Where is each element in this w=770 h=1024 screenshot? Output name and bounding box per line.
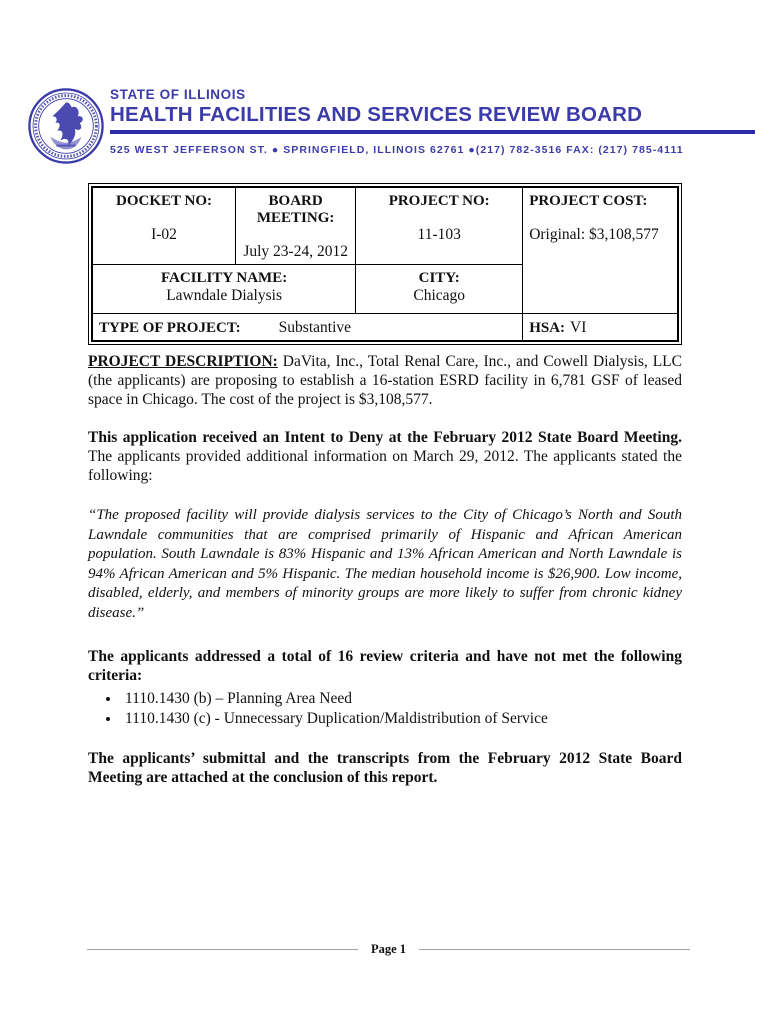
criteria-list: [88, 689, 682, 728]
city-label: CITY:: [418, 270, 460, 286]
project-no-cell: [356, 187, 523, 265]
city-value: Chicago: [413, 287, 466, 304]
criteria-item: • 1110.1430 (b) – Planning Area Need: [121, 689, 682, 708]
board-meeting-label: BOARD MEETING:: [256, 193, 335, 226]
docket-cell: [92, 187, 236, 265]
header-rule: [110, 130, 755, 134]
board-meeting-value: July 23-24, 2012: [243, 243, 348, 260]
criteria-intro-paragraph: The applicants addressed a total of 16 review criteria and have not met the following criteria:: [88, 648, 682, 684]
docket-value: I-02: [151, 226, 177, 243]
project-summary-table: [91, 186, 679, 342]
project-type-label: TYPE OF PROJECT:: [99, 320, 241, 336]
project-cost-cell: [523, 187, 678, 314]
facility-cell: [92, 265, 356, 314]
footer-line-right: [419, 949, 690, 950]
table-row: [92, 314, 678, 342]
facility-label: FACILITY NAME:: [160, 270, 288, 286]
page-number: Page 1: [370, 942, 407, 956]
project-cost-value: Original: $3,108,577: [529, 226, 659, 243]
project-cost-label: PROJECT COST:: [529, 193, 648, 209]
project-description-label: PROJECT DESCRIPTION:: [88, 353, 278, 370]
illinois-state-seal-icon: [27, 86, 105, 166]
facility-value: Lawndale Dialysis: [166, 287, 282, 304]
document-body: [88, 183, 682, 787]
state-line: STATE OF ILLINOIS: [110, 87, 246, 102]
hsa-value: VI: [570, 319, 587, 336]
project-no-value: 11-103: [417, 226, 461, 243]
closing-paragraph: The applicants’ submittal and the transcripts from the February 2012 State Board Meeting are attached at the conclusion of this report.: [88, 750, 682, 786]
applicants-quote: “The proposed facility will provide dialysis services to the City of Chicago’s North and South Lawndale communities that are comprised primarily of Hispanic and African American population. South Lawndale is 83% Hispanic and 13% African American and North Lawndale is 94% African American and 5% Hispanic. The median household income is $26,900. Low income, disabled, elderly, and members of minority groups are more likely to suffer from chronic kidney disease.”: [88, 507, 682, 621]
hsa-label: HSA:: [529, 320, 566, 336]
board-meeting-cell: [236, 187, 356, 265]
table-row: [92, 187, 678, 265]
project-summary-table-border: [88, 183, 682, 345]
letterhead-text: [110, 84, 755, 156]
project-type-value: Substantive: [278, 319, 352, 336]
city-cell: [356, 265, 523, 314]
header-address: 525 WEST JEFFERSON ST. ● SPRINGFIELD, ILLINOIS 62761 ●(217) 782-3516 FAX: (217) 785-4111: [110, 144, 684, 156]
board-title: HEALTH FACILITIES AND SERVICES REVIEW BOARD: [110, 103, 643, 126]
page-footer: [87, 942, 690, 957]
intent-to-deny-rest: The applicants provided additional information on March 29, 2012. The applicants stated the following:: [88, 448, 682, 484]
intent-to-deny-bold: This application received an Intent to Deny at the February 2012 State Board Meeting.: [88, 429, 682, 446]
criteria-item: • 1110.1430 (c) - Unnecessary Duplication/Maldistribution of Service: [121, 709, 682, 728]
project-description-text: DaVita, Inc., Total Renal Care, Inc., and Cowell Dialysis, LLC (the applicants) are proposing to establish a 16-station ESRD facility in 6,781 GSF of leased space in Chicago. The cost of the project is $3,108,577.: [88, 353, 682, 408]
footer-line-left: [87, 949, 358, 950]
project-no-label: PROJECT NO:: [388, 193, 490, 209]
docket-label: DOCKET NO:: [116, 193, 213, 209]
project-description-paragraph: [88, 352, 682, 409]
project-type-cell: [92, 314, 523, 342]
letterhead: [27, 84, 745, 166]
intent-to-deny-paragraph: [88, 428, 682, 485]
hsa-cell: [523, 314, 678, 342]
